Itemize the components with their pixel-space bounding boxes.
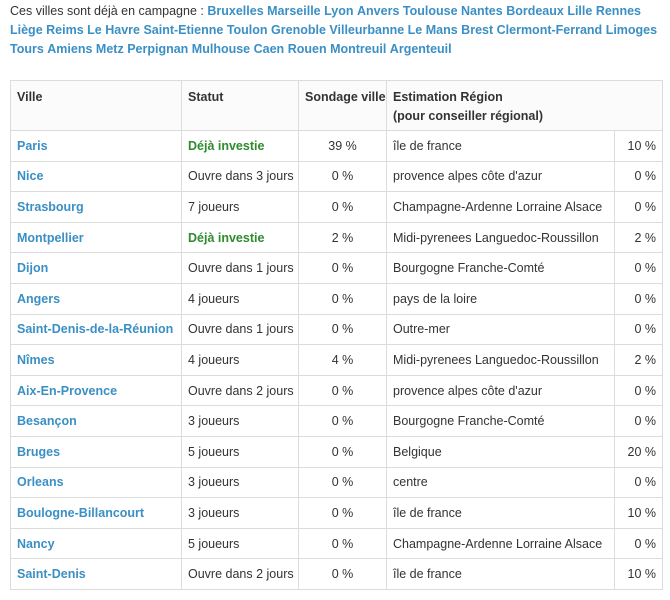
table-row: [11, 192, 663, 223]
city-link[interactable]: Saint-Denis-de-la-Réunion: [17, 322, 174, 337]
table-row: [11, 283, 663, 314]
cell-sondage: 0 %: [299, 283, 387, 314]
cell-statut: 5 joueurs: [182, 436, 299, 467]
cell-ville: [11, 192, 182, 223]
cell-statut: Ouvre dans 3 jours: [182, 161, 299, 192]
campaign-city-link[interactable]: Rouen: [287, 42, 327, 56]
cell-sondage: 39 %: [299, 131, 387, 162]
cell-sondage: 4 %: [299, 345, 387, 376]
campaign-city-link[interactable]: Tours: [10, 42, 44, 56]
cell-region-pct: 10 %: [615, 131, 663, 162]
campaign-city-link[interactable]: Villeurbanne: [329, 23, 405, 37]
cell-region-pct: 0 %: [615, 161, 663, 192]
cell-ville: [11, 436, 182, 467]
city-link[interactable]: Boulogne-Billancourt: [17, 505, 145, 520]
header-estimation-subtitle: (pour conseiller régional): [393, 109, 544, 123]
campaign-city-link[interactable]: Grenoble: [271, 23, 326, 37]
cell-region-pct: 0 %: [615, 253, 663, 284]
cell-sondage: 0 %: [299, 375, 387, 406]
cell-sondage: 0 %: [299, 406, 387, 437]
campaign-city-link[interactable]: Bruxelles: [207, 4, 264, 18]
cell-region: île de france: [387, 498, 615, 529]
table-row: [11, 222, 663, 253]
campaign-city-link[interactable]: Toulouse: [402, 4, 458, 18]
campaign-city-link[interactable]: Brest: [461, 23, 494, 37]
cell-region: provence alpes côte d'azur: [387, 375, 615, 406]
cell-statut: 7 joueurs: [182, 192, 299, 223]
header-statut: Statut: [182, 81, 299, 131]
city-link[interactable]: Paris: [17, 138, 48, 153]
campaign-city-link[interactable]: Reims: [46, 23, 84, 37]
city-link[interactable]: Nîmes: [17, 352, 55, 367]
table-row: [11, 559, 663, 590]
cell-region: île de france: [387, 131, 615, 162]
table-row: [11, 375, 663, 406]
cell-region: Midi-pyrenees Languedoc-Roussillon: [387, 222, 615, 253]
cell-sondage: 0 %: [299, 498, 387, 529]
cell-sondage: 0 %: [299, 559, 387, 590]
campaign-city-link[interactable]: Caen: [253, 42, 285, 56]
table-row: [11, 253, 663, 284]
header-estimation: [387, 81, 615, 131]
cell-region: provence alpes côte d'azur: [387, 161, 615, 192]
campaign-city-link[interactable]: Anvers: [357, 4, 400, 18]
cell-sondage: 0 %: [299, 253, 387, 284]
cell-ville: [11, 253, 182, 284]
cell-region-pct: 0 %: [615, 528, 663, 559]
table-row: [11, 467, 663, 498]
cell-region-pct: 0 %: [615, 467, 663, 498]
cell-region-pct: 2 %: [615, 345, 663, 376]
campaign-city-link[interactable]: Mulhouse: [191, 42, 251, 56]
cell-region-pct: 2 %: [615, 222, 663, 253]
cell-region: pays de la loire: [387, 283, 615, 314]
cell-region: Outre-mer: [387, 314, 615, 345]
table-row: [11, 498, 663, 529]
cell-statut: 3 joueurs: [182, 498, 299, 529]
campaign-city-link[interactable]: Clermont-Ferrand: [496, 23, 603, 37]
campaign-city-link[interactable]: Bordeaux: [506, 4, 564, 18]
header-estimation-title: Estimation Région: [393, 90, 503, 104]
city-link[interactable]: Aix-En-Provence: [17, 383, 118, 398]
campaign-city-link[interactable]: Marseille: [267, 4, 321, 18]
table-row: [11, 528, 663, 559]
cell-ville: [11, 406, 182, 437]
campaign-city-link[interactable]: Lille: [567, 4, 593, 18]
campaign-city-link[interactable]: Toulon: [226, 23, 268, 37]
cell-ville: [11, 375, 182, 406]
cell-sondage: 0 %: [299, 436, 387, 467]
cell-sondage: 0 %: [299, 314, 387, 345]
city-link[interactable]: Montpellier: [17, 230, 84, 245]
campaign-city-link[interactable]: Liège: [10, 23, 43, 37]
campaign-city-link[interactable]: Le Mans: [407, 23, 458, 37]
campaign-city-link[interactable]: Perpignan: [127, 42, 189, 56]
cell-region-pct: 20 %: [615, 436, 663, 467]
cell-region: Belgique: [387, 436, 615, 467]
cell-region: centre: [387, 467, 615, 498]
campaign-city-link[interactable]: Metz: [95, 42, 124, 56]
table-row: [11, 314, 663, 345]
cell-region-pct: 0 %: [615, 283, 663, 314]
cell-ville: [11, 222, 182, 253]
table-row: [11, 131, 663, 162]
cell-ville: [11, 498, 182, 529]
cell-region-pct: 0 %: [615, 406, 663, 437]
campaign-city-link[interactable]: Montreuil: [330, 42, 387, 56]
cell-statut: 4 joueurs: [182, 345, 299, 376]
city-link[interactable]: Saint-Denis: [17, 567, 86, 582]
cell-region: Midi-pyrenees Languedoc-Roussillon: [387, 345, 615, 376]
city-link[interactable]: Nice: [17, 169, 44, 184]
campaign-city-link[interactable]: Le Havre: [87, 23, 140, 37]
campaign-city-link[interactable]: Saint-Etienne: [143, 23, 224, 37]
cell-region-pct: 0 %: [615, 192, 663, 223]
cell-region-pct: 0 %: [615, 375, 663, 406]
cell-statut: Ouvre dans 1 jours: [182, 314, 299, 345]
cell-region: Bourgogne Franche-Comté: [387, 406, 615, 437]
intro-prefix: Ces villes sont déjà en campagne :: [10, 4, 204, 18]
campaign-city-link[interactable]: Limoges: [605, 23, 658, 37]
cell-ville: [11, 283, 182, 314]
header-sondage: Sondage ville: [299, 81, 387, 131]
cell-statut: 5 joueurs: [182, 528, 299, 559]
table-row: [11, 161, 663, 192]
cell-region-pct: 10 %: [615, 559, 663, 590]
cell-sondage: 0 %: [299, 161, 387, 192]
cell-statut: Déjà investie: [182, 131, 299, 162]
cell-statut: Déjà investie: [182, 222, 299, 253]
campaign-city-link[interactable]: Amiens: [47, 42, 93, 56]
cell-statut: 4 joueurs: [182, 283, 299, 314]
city-link[interactable]: Dijon: [17, 261, 49, 276]
cell-ville: [11, 131, 182, 162]
city-link[interactable]: Angers: [17, 291, 61, 306]
table-row: [11, 436, 663, 467]
cell-region: Bourgogne Franche-Comté: [387, 253, 615, 284]
table-row: [11, 406, 663, 437]
header-ville: Ville: [11, 81, 182, 131]
campaign-city-link[interactable]: Rennes: [595, 4, 641, 18]
cell-region: Champagne-Ardenne Lorraine Alsace: [387, 528, 615, 559]
city-link[interactable]: Besançon: [17, 414, 77, 429]
campaign-cities-intro: [10, 2, 660, 59]
cell-ville: [11, 161, 182, 192]
cell-ville: [11, 345, 182, 376]
campaign-city-link[interactable]: Argenteuil: [389, 42, 452, 56]
cell-statut: Ouvre dans 2 jours: [182, 375, 299, 406]
city-link[interactable]: Strasbourg: [17, 199, 84, 214]
header-estimation-pct: [615, 81, 663, 131]
cell-region: Champagne-Ardenne Lorraine Alsace: [387, 192, 615, 223]
cities-table: [10, 80, 663, 590]
cell-sondage: 0 %: [299, 192, 387, 223]
cell-region: île de france: [387, 559, 615, 590]
table-row: [11, 345, 663, 376]
cell-ville: [11, 559, 182, 590]
cell-ville: [11, 528, 182, 559]
cell-ville: [11, 467, 182, 498]
cell-region-pct: 0 %: [615, 314, 663, 345]
cell-sondage: 2 %: [299, 222, 387, 253]
cell-ville: [11, 314, 182, 345]
cell-statut: Ouvre dans 1 jours: [182, 253, 299, 284]
campaign-city-link[interactable]: Lyon: [324, 4, 354, 18]
city-link[interactable]: Orleans: [17, 475, 64, 490]
cell-region-pct: 10 %: [615, 498, 663, 529]
table-body: [11, 131, 663, 590]
city-link[interactable]: Bruges: [17, 444, 61, 459]
table-header-row: [11, 81, 663, 131]
campaign-city-link[interactable]: Nantes: [461, 4, 503, 18]
cell-sondage: 0 %: [299, 467, 387, 498]
cell-statut: Ouvre dans 2 jours: [182, 559, 299, 590]
cell-sondage: 0 %: [299, 528, 387, 559]
city-link[interactable]: Nancy: [17, 536, 55, 551]
cell-statut: 3 joueurs: [182, 406, 299, 437]
cell-statut: 3 joueurs: [182, 467, 299, 498]
